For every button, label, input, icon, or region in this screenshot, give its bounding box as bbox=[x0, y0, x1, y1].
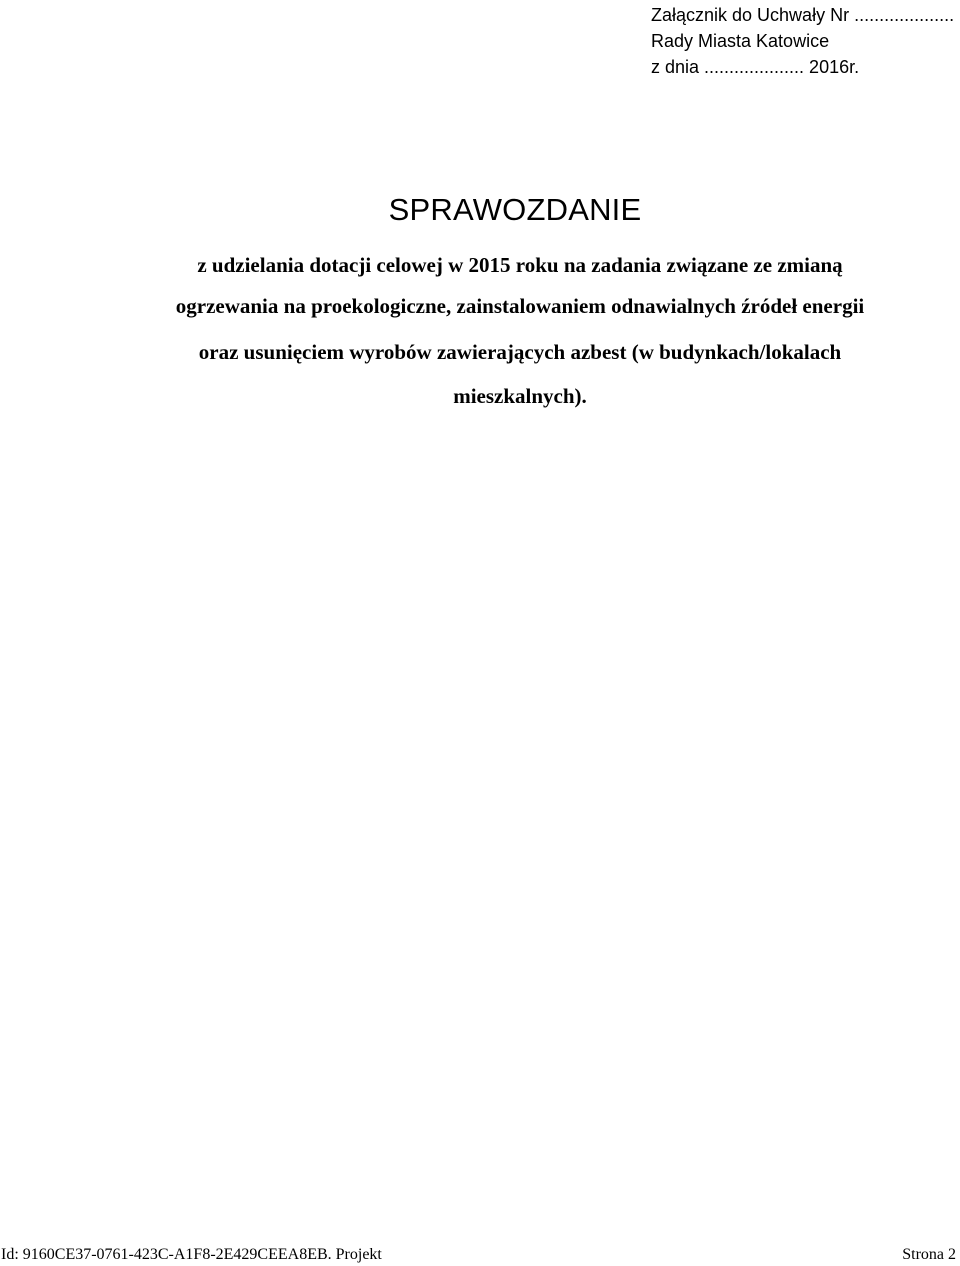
page-number: Strona 2 bbox=[902, 1246, 956, 1263]
subtitle-line-4: mieszkalnych). bbox=[453, 384, 587, 408]
annex-line-1: Załącznik do Uchwały Nr .................... bbox=[651, 5, 955, 25]
document-title: SPRAWOZDANIE bbox=[388, 192, 642, 227]
annex-line-3: z dnia .................... 2016r. bbox=[651, 57, 860, 77]
annex-header bbox=[651, 2, 954, 80]
annex-line-2: Rady Miasta Katowice bbox=[651, 31, 830, 51]
subtitle-line-3: oraz usunięciem wyrobów zawierających azbest (w budynkach/lokalach bbox=[198, 340, 842, 364]
subtitle-line-1: z udzielania dotacji celowej w 2015 roku na zadania związane ze zmianą bbox=[197, 253, 843, 277]
subtitle-line-2: ogrzewania na proekologiczne, zainstalowaniem odnawialnych źródeł energii bbox=[175, 294, 865, 318]
document-id: Id: 9160CE37-0761-423C-A1F8-2E429CEEA8EB. Projekt bbox=[1, 1246, 382, 1263]
